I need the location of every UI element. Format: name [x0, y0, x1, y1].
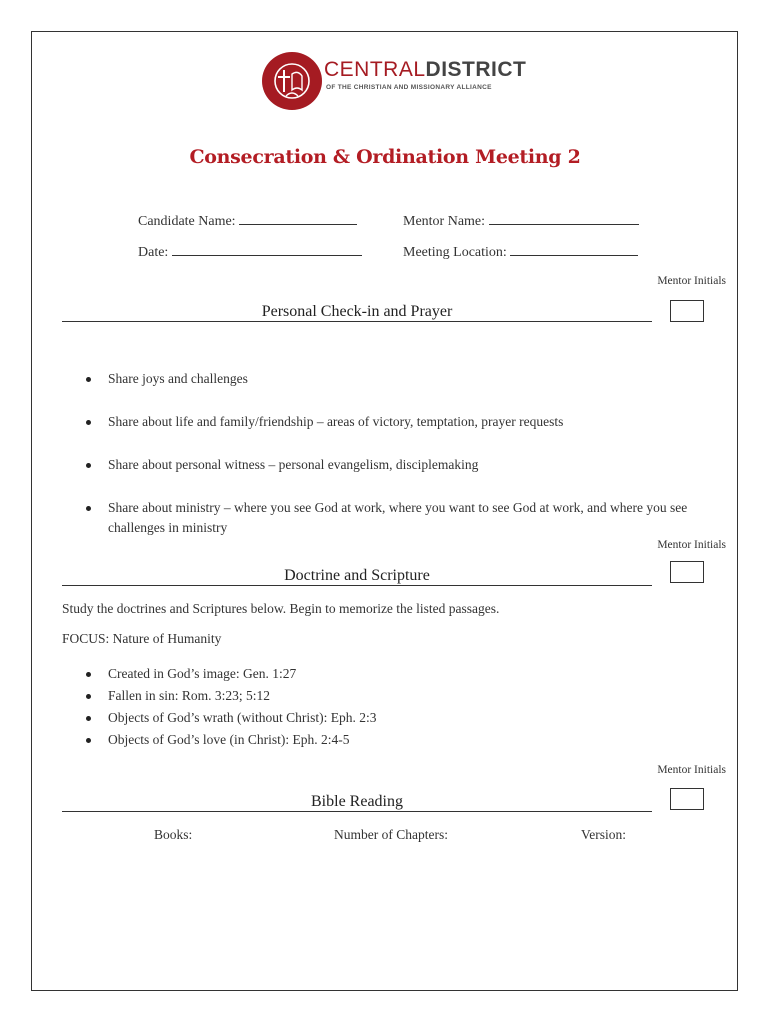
- seal-icon: [262, 52, 322, 110]
- mentor-name-field[interactable]: [403, 212, 639, 230]
- date-field[interactable]: [138, 243, 362, 261]
- logo-wordmark: [324, 59, 526, 81]
- section-heading-bible: Bible Reading: [311, 793, 403, 810]
- list-item: Share about personal witness – personal evangelism, disciplemaking: [82, 455, 722, 475]
- meeting-location-line[interactable]: [510, 243, 638, 256]
- list-item: Share about ministry – where you see God at work, where you want to see God at work, and where you see challenges in ministry: [82, 498, 722, 538]
- doctrine-intro: Study the doctrines and Scriptures below. Begin to memorize the listed passages.: [62, 601, 500, 616]
- mentor-initials-box-doctrine[interactable]: [670, 561, 704, 583]
- logo-subtitle: OF THE CHRISTIAN AND MISSIONARY ALLIANCE: [326, 84, 492, 91]
- mentor-initials-box-bible[interactable]: [670, 788, 704, 810]
- chapters-label: Number of Chapters:: [334, 827, 448, 842]
- logo-name-light: CENTRAL: [324, 58, 426, 81]
- mentor-initials-box-checkin[interactable]: [670, 300, 704, 322]
- doctrine-list: [82, 664, 722, 750]
- list-item: Objects of God’s wrath (without Christ): Eph. 2:3: [82, 708, 722, 728]
- mentor-initials-label-checkin: Mentor Initials: [657, 275, 726, 287]
- meeting-location-label: Meeting Location:: [403, 245, 507, 260]
- candidate-name-field[interactable]: [138, 212, 357, 230]
- district-logo: [262, 50, 532, 112]
- page-title: Consecration & Ordination Meeting 2: [189, 146, 581, 168]
- mentor-name-label: Mentor Name:: [403, 214, 486, 229]
- list-item: Fallen in sin: Rom. 3:23; 5:12: [82, 686, 722, 706]
- list-item: Share about life and family/friendship – areas of victory, temptation, prayer requests: [82, 412, 722, 432]
- logo-name-bold: DISTRICT: [425, 58, 527, 81]
- mentor-name-line[interactable]: [489, 212, 639, 225]
- doctrine-focus: FOCUS: Nature of Humanity: [62, 631, 222, 646]
- candidate-name-line[interactable]: [239, 212, 357, 225]
- version-label: Version:: [581, 827, 626, 842]
- section-rule-bible: [62, 811, 652, 812]
- checkin-list: [82, 369, 722, 538]
- date-line[interactable]: [172, 243, 362, 256]
- date-label: Date:: [138, 245, 169, 260]
- meeting-location-field[interactable]: [403, 243, 638, 261]
- mentor-initials-label-doctrine: Mentor Initials: [657, 539, 726, 551]
- books-label: Books:: [154, 827, 193, 842]
- section-rule-checkin: [62, 321, 652, 322]
- list-item: Share joys and challenges: [82, 369, 722, 389]
- section-rule-doctrine: [62, 585, 652, 586]
- list-item: Created in God’s image: Gen. 1:27: [82, 664, 722, 684]
- candidate-name-label: Candidate Name:: [138, 214, 236, 229]
- section-heading-checkin: Personal Check-in and Prayer: [261, 303, 453, 320]
- section-heading-doctrine: Doctrine and Scripture: [284, 567, 430, 584]
- mentor-initials-label-bible: Mentor Initials: [657, 764, 726, 776]
- list-item: Objects of God’s love (in Christ): Eph. 2:4-5: [82, 730, 722, 750]
